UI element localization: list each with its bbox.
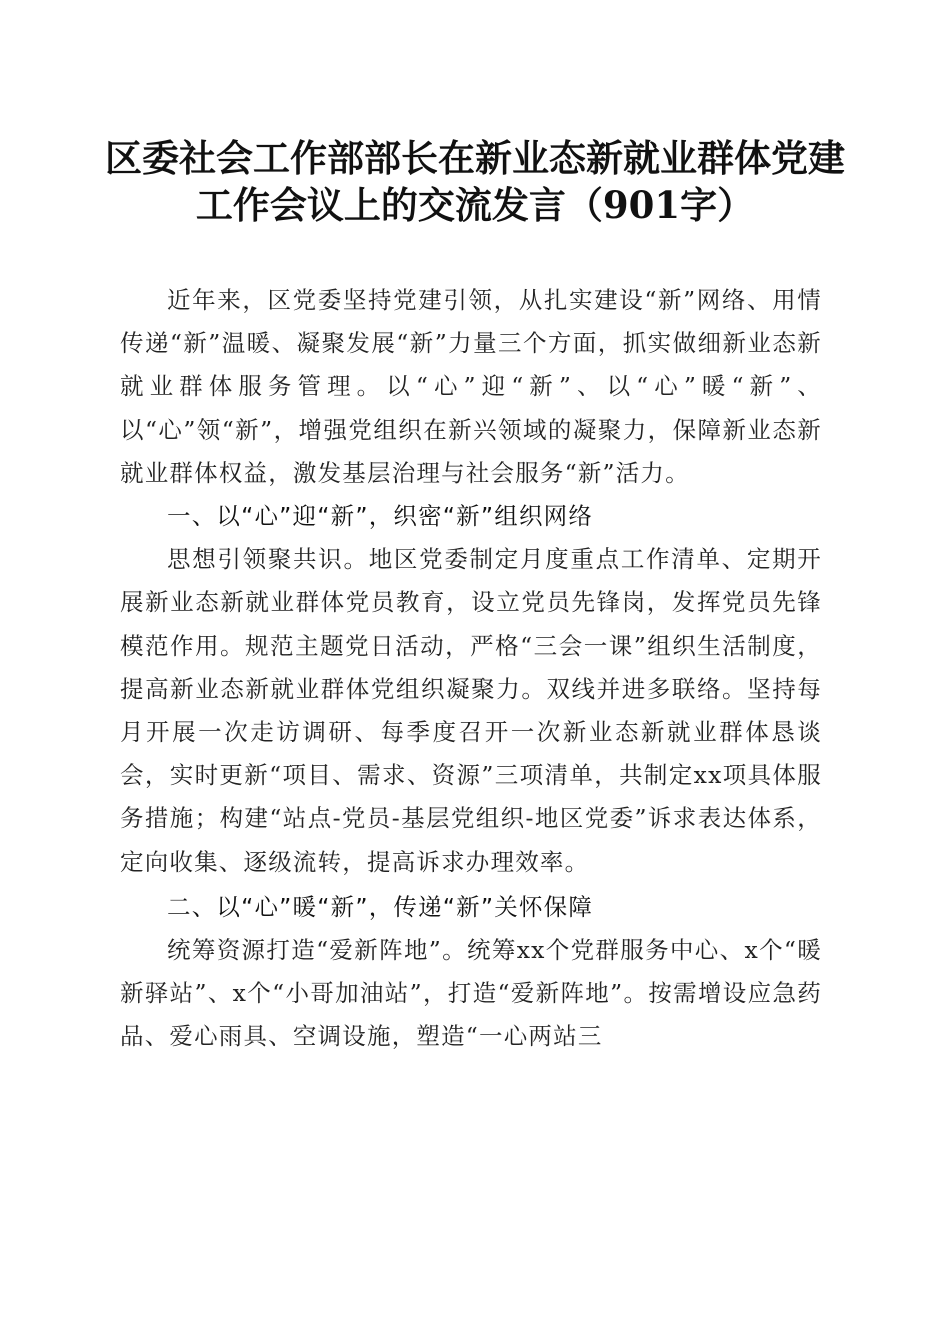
section-2-heading: 二、以“心”暖“新”，传递“新”关怀保障 [167, 892, 594, 921]
document-body [120, 279, 822, 1059]
document-title [100, 135, 850, 229]
title-line-2: 工作会议上的交流发言（901字） [195, 183, 755, 227]
section-2-paragraph: 统筹资源打造“爱新阵地”。统筹xx个党群服务中心、x个“暖新驿站”、x个“小哥加油站”，打造“爱新阵地”。按需增设应急药品、爱心雨具、空调设施，塑造“一心两站三 [120, 936, 822, 1051]
section-1-heading: 一、以“心”迎“新”，织密“新”组织网络 [167, 502, 594, 531]
section-1-paragraph: 思想引领聚共识。地区党委制定月度重点工作清单、定期开展新业态新就业群体党员教育，设立党员先锋岗，发挥党员先锋模范作用。规范主题党日活动，严格“三会一课”组织生活制度，提高新业态新就业群体党组织凝聚力。双线并进多联络。坚持每月开展一次走访调研、每季度召开一次新业态新就业群体恳谈会，实时更新“项目、需求、资源”三项清单，共制定xx项具体服务措施；构建“站点-党员-基层党组织-地区党委”诉求表达体系，定向收集、逐级流转，提高诉求办理效率。 [120, 545, 822, 876]
title-line-1: 区委社会工作部部长在新业态新就业群体党建 [105, 136, 845, 180]
intro-paragraph: 近年来，区党委坚持党建引领，从扎实建设“新”网络、用情传递“新”温暖、凝聚发展“新”力量三个方面，抓实做细新业态新就业群体服务管理。以“心”迎“新”、以“心”暖“新”、以“心”领“新”，增强党组织在新兴领域的凝聚力，保障新业态新就业群体权益，激发基层治理与社会服务“新”活力。 [120, 286, 822, 487]
